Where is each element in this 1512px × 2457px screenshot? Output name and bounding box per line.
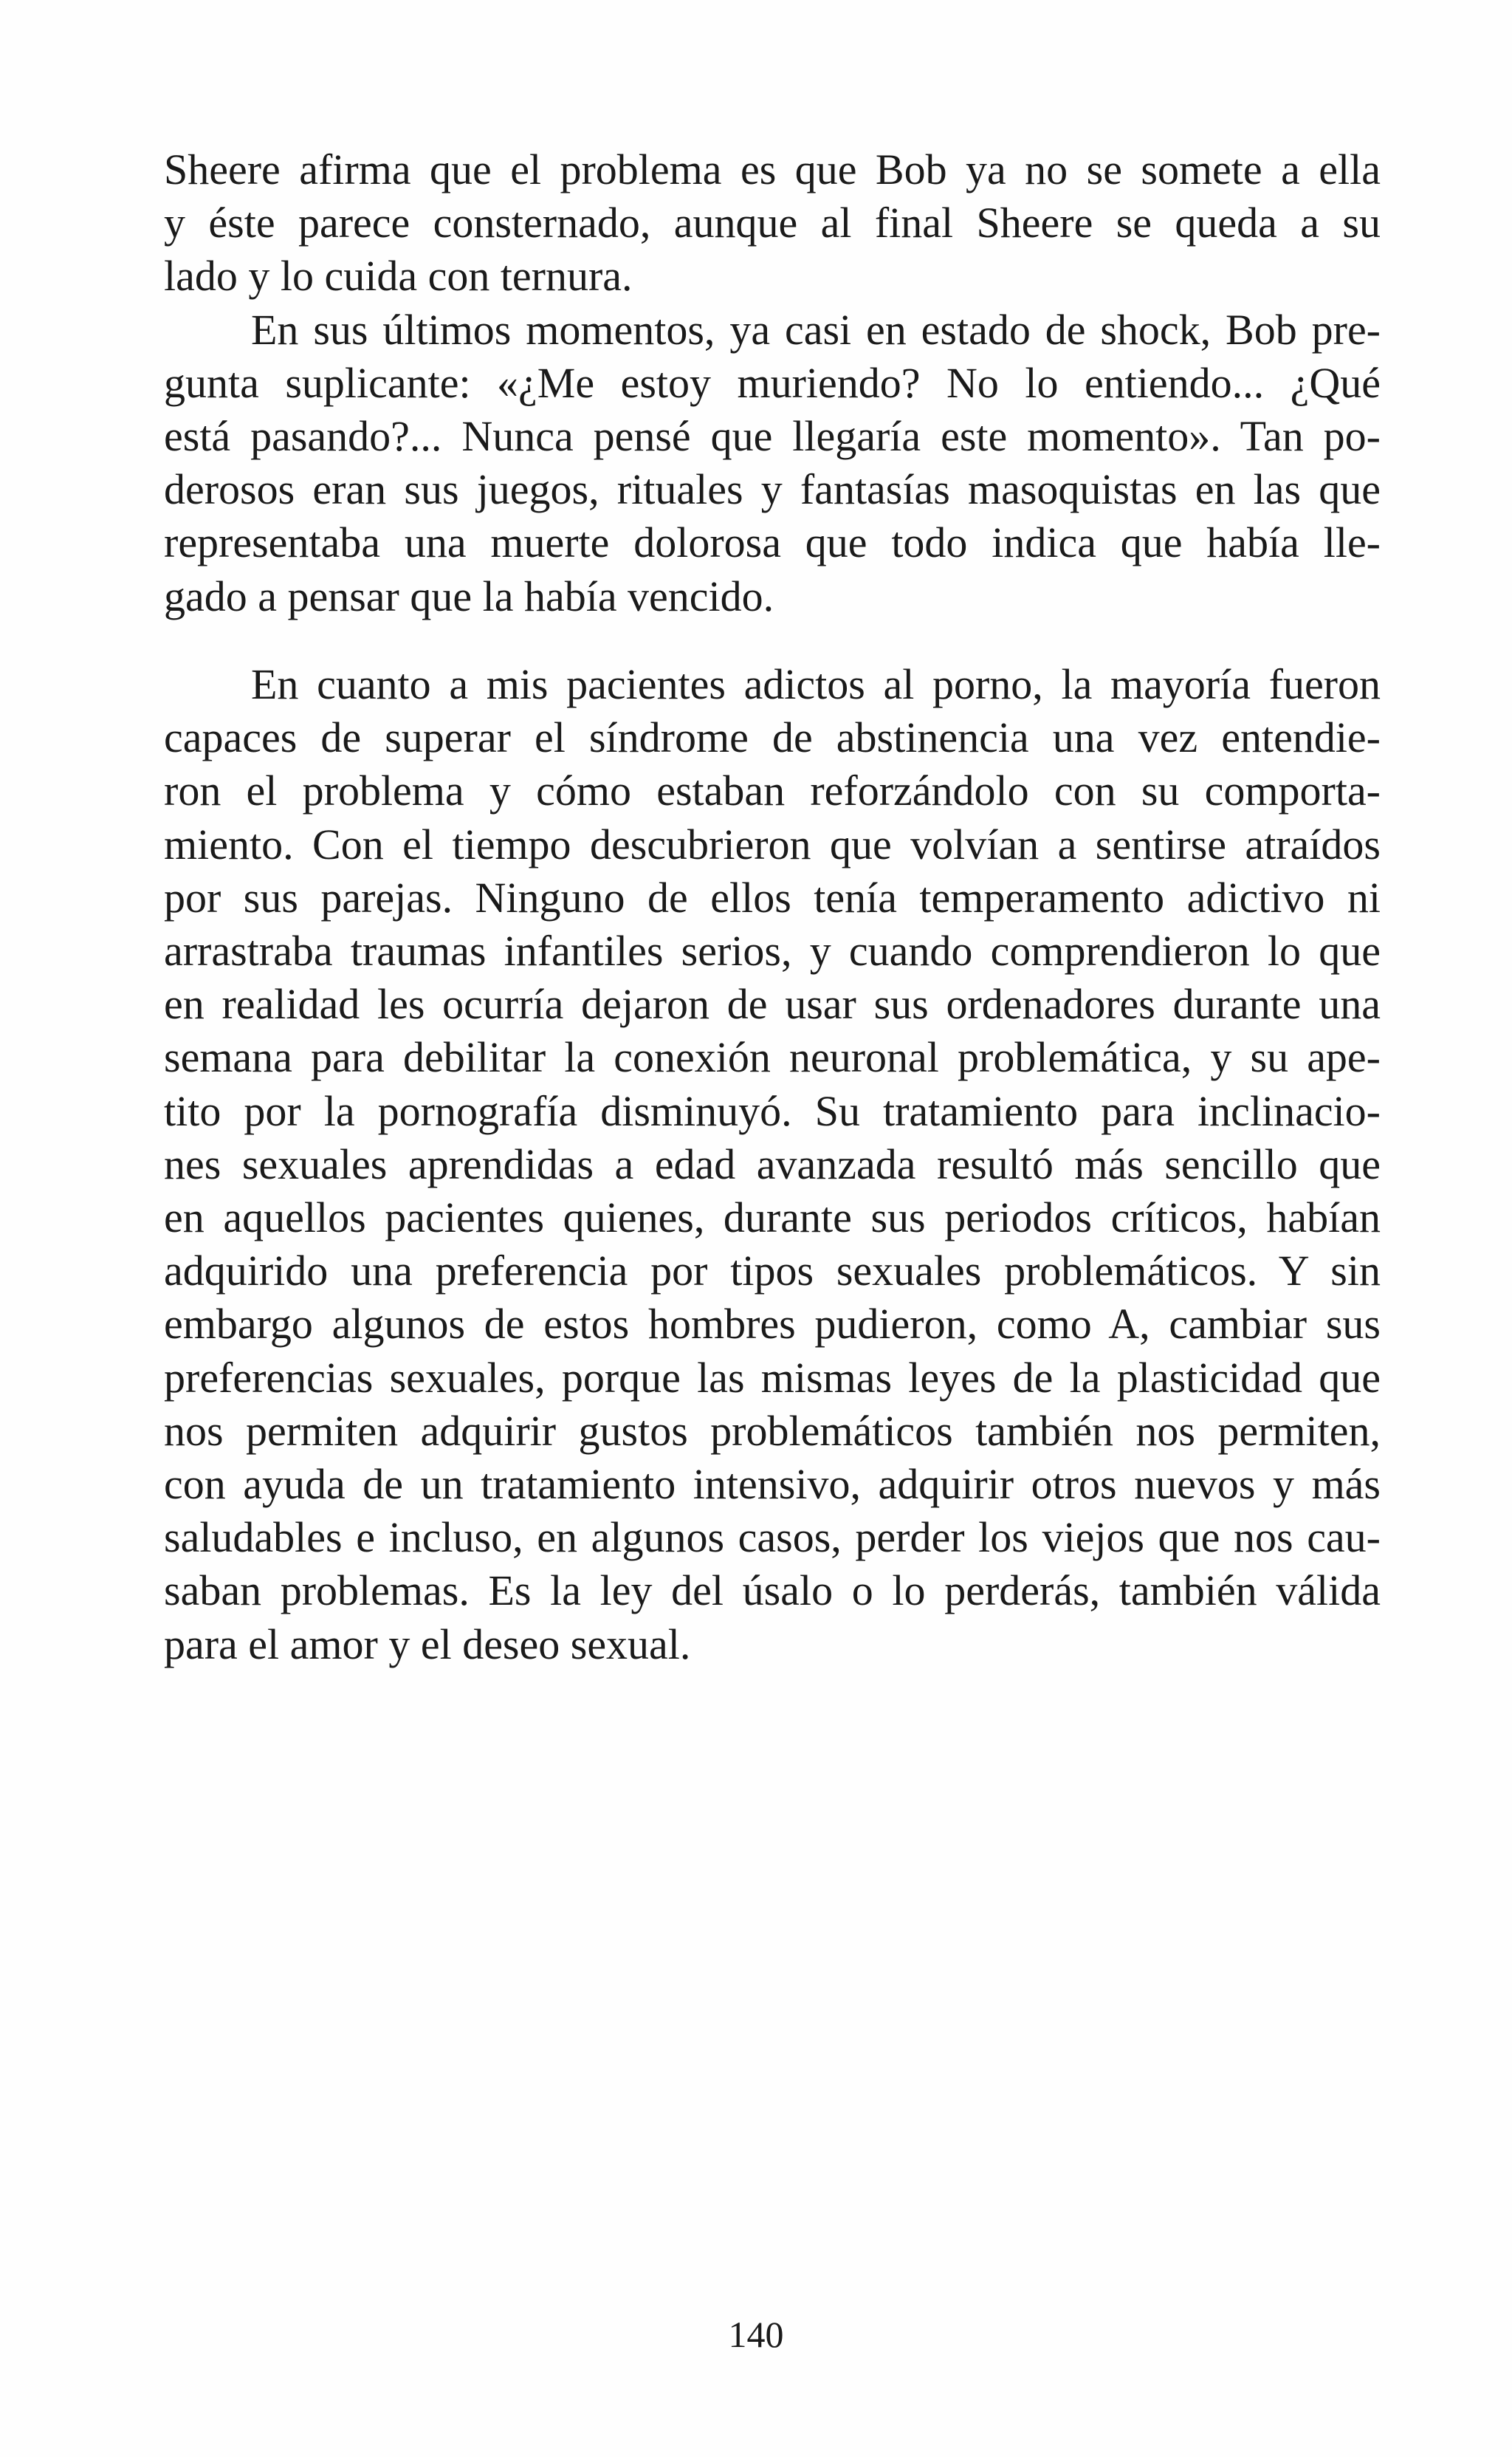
text-line: nes sexuales aprendidas a edad avanzada resultó más sencillo que	[164, 1140, 1381, 1188]
text-line: con ayuda de un tratamiento intensivo, adquirir otros nuevos y más	[164, 1460, 1381, 1509]
text-line: está pasando?... Nunca pensé que llegaría este momento». Tan po-	[164, 412, 1381, 461]
text-line: en aquellos pacientes quienes, durante sus periodos críticos, habían	[164, 1193, 1381, 1242]
text-line: miento. Con el tiempo descubrieron que volvían a sentirse atraídos	[164, 820, 1381, 868]
text-line: lado y lo cuida con ternura.	[164, 252, 633, 301]
text-line: ron el problema y cómo estaban reforzándolo con su comporta-	[164, 767, 1381, 815]
text-line: representaba una muerte dolorosa que todo indica que había lle-	[164, 518, 1381, 567]
text-line: arrastraba traumas infantiles serios, y cuando comprendieron lo que	[164, 927, 1381, 976]
text-line: saban problemas. Es la ley del úsalo o lo perderás, también válida	[164, 1566, 1381, 1615]
text-line: capaces de superar el síndrome de abstinencia una vez entendie-	[164, 713, 1381, 762]
text-line: por sus parejas. Ninguno de ellos tenía temperamento adictivo ni	[164, 873, 1381, 922]
text-line-indented: En sus últimos momentos, ya casi en estado de shock, Bob pre-	[251, 305, 1381, 354]
paragraph-continuation	[164, 143, 1381, 623]
text-line: preferencias sexuales, porque las mismas leyes de la plasticidad que	[164, 1353, 1381, 1402]
text-line: gunta suplicante: «¿Me estoy muriendo? No lo entiendo... ¿Qué	[164, 358, 1381, 407]
text-line: nos permiten adquirir gustos problemáticos también nos permiten,	[164, 1406, 1381, 1455]
text-line: tito por la pornografía disminuyó. Su tratamiento para inclinacio-	[164, 1086, 1381, 1135]
text-line: derosos eran sus juegos, rituales y fantasías masoquistas en las que	[164, 465, 1381, 514]
text-line: en realidad les ocurría dejaron de usar sus ordenadores durante una	[164, 980, 1381, 1029]
text-line: y éste parece consternado, aunque al final Sheere se queda a su	[164, 199, 1381, 247]
text-line: semana para debilitar la conexión neuronal problemática, y su ape-	[164, 1033, 1381, 1082]
text-line: embargo algunos de estos hombres pudieron, como A, cambiar sus	[164, 1300, 1381, 1349]
text-line: para el amor y el deseo sexual.	[164, 1620, 691, 1668]
page-number: 140	[728, 2314, 784, 2355]
text-line: saludables e incluso, en algunos casos, perder los viejos que nos cau-	[164, 1513, 1381, 1562]
paragraph-main	[164, 658, 1381, 1671]
text-line: gado a pensar que la había vencido.	[164, 572, 774, 620]
text-line: adquirido una preferencia por tipos sexuales problemáticos. Y sin	[164, 1247, 1381, 1295]
text-line-indented: En cuanto a mis pacientes adictos al porno, la mayoría fueron	[251, 660, 1381, 708]
text-line: Sheere afirma que el problema es que Bob ya no se somete a ella	[164, 145, 1381, 193]
